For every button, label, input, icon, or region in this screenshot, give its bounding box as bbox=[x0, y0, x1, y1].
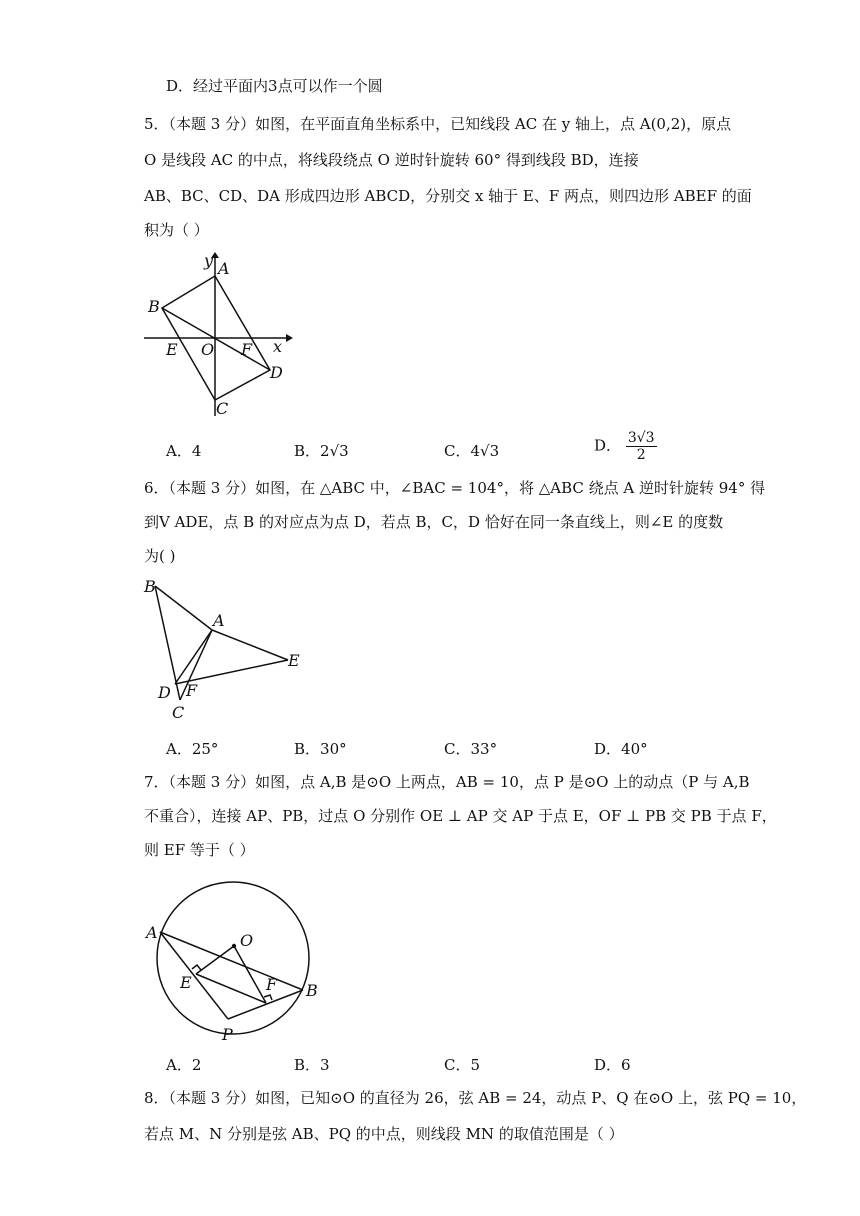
q5-options bbox=[166, 430, 786, 463]
q7-stem-line-2: 不重合），连接 AP、PB，过点 O 分别作 OE ⊥ AP 交 AP 于点 E，OF ⊥ PB 交 PB 于点 F， bbox=[144, 807, 777, 825]
q6-option-c: C．33° bbox=[444, 740, 498, 758]
q6-figure bbox=[140, 574, 310, 724]
q7-figure bbox=[140, 864, 330, 1048]
label-d: D bbox=[158, 683, 171, 702]
label-d: D bbox=[270, 363, 283, 382]
q7-option-d: D．6 bbox=[594, 1056, 631, 1074]
q5-stem-line-3: AB、BC、CD、DA 形成四边形 ABCD，分别交 x 轴于 E、F 两点，则四边形 ABEF 的面 bbox=[144, 187, 752, 205]
label-a: A bbox=[146, 923, 158, 942]
q5-stem-line-2: O 是线段 AC 的中点，将线段绕点 O 逆时针旋转 60° 得到线段 BD，连接 bbox=[144, 151, 639, 169]
label-c: C bbox=[216, 399, 229, 418]
label-e: E bbox=[288, 651, 300, 670]
q5-option-a: A．4 bbox=[166, 442, 202, 460]
label-a: A bbox=[218, 259, 230, 278]
label-a: A bbox=[213, 611, 225, 630]
label-x: x bbox=[273, 337, 283, 356]
q5-option-d-fraction bbox=[626, 430, 657, 463]
q5-stem-line-4: 积为（ ） bbox=[144, 221, 209, 239]
q7-option-b: B．3 bbox=[294, 1056, 330, 1074]
label-c: C bbox=[172, 703, 185, 722]
q7-options bbox=[166, 1054, 786, 1076]
q7-option-c: C．5 bbox=[444, 1056, 481, 1074]
q6-stem-line-3: 为( ) bbox=[144, 547, 176, 565]
q6-options bbox=[166, 738, 786, 760]
q7-option-a: A．2 bbox=[166, 1056, 202, 1074]
label-b: B bbox=[306, 981, 318, 1000]
q8-stem-line-1: 8．（本题 3 分）如图，已知⊙O 的直径为 26，弦 AB = 24，动点 P、Q 在⊙O 上，弦 PQ = 10， bbox=[144, 1089, 807, 1107]
q5-option-c: C．4√3 bbox=[444, 442, 500, 460]
q5-option-d-numerator: 3√3 bbox=[627, 430, 655, 446]
label-f: F bbox=[241, 340, 253, 359]
q6-stem-line-1: 6．（本题 3 分）如图，在 △ABC 中，∠BAC = 104°，将 △ABC 绕点 A 逆时针旋转 94° 得 bbox=[144, 479, 766, 497]
label-f: F bbox=[186, 681, 198, 700]
q5-option-b: B．2√3 bbox=[294, 442, 349, 460]
q7-stem-line-1: 7．（本题 3 分）如图，点 A,B 是⊙O 上两点，AB = 10，点 P 是⊙O 上的动点（P 与 A,B bbox=[144, 773, 750, 791]
center-dot bbox=[232, 944, 236, 948]
q6-option-a: A．25° bbox=[166, 740, 219, 758]
q5-option-d bbox=[594, 430, 657, 463]
x-axis-arrow-icon bbox=[286, 334, 293, 342]
q8-stem-line-2: 若点 M、N 分别是弦 AB、PQ 的中点，则线段 MN 的取值范围是（ ） bbox=[144, 1125, 624, 1143]
label-f: F bbox=[266, 975, 278, 994]
q5-option-d-prefix: D． bbox=[594, 436, 622, 455]
q6-option-b: B．30° bbox=[294, 740, 347, 758]
q5-option-d-denominator: 2 bbox=[636, 447, 646, 463]
label-y: y bbox=[204, 251, 214, 270]
label-o: O bbox=[201, 340, 215, 359]
label-e: E bbox=[166, 340, 178, 359]
label-p: P bbox=[222, 1025, 233, 1044]
label-b: B bbox=[144, 577, 156, 596]
q5-figure bbox=[140, 252, 300, 422]
q7-stem-line-3: 则 EF 等于（ ） bbox=[144, 841, 255, 859]
label-o: O bbox=[240, 931, 254, 950]
label-e: E bbox=[180, 973, 192, 992]
q6-stem-line-2: 到V ADE，点 B 的对应点为点 D，若点 B，C，D 恰好在同一条直线上，则∠E 的度数 bbox=[144, 513, 724, 531]
q6-option-d: D．40° bbox=[594, 740, 648, 758]
q4-option-d: D．经过平面内3点可以作一个圆 bbox=[166, 77, 383, 95]
q5-stem-line-1: 5．（本题 3 分）如图，在平面直角坐标系中，已知线段 AC 在 y 轴上，点 A(0,2)，原点 bbox=[144, 115, 732, 133]
label-b: B bbox=[148, 297, 160, 316]
